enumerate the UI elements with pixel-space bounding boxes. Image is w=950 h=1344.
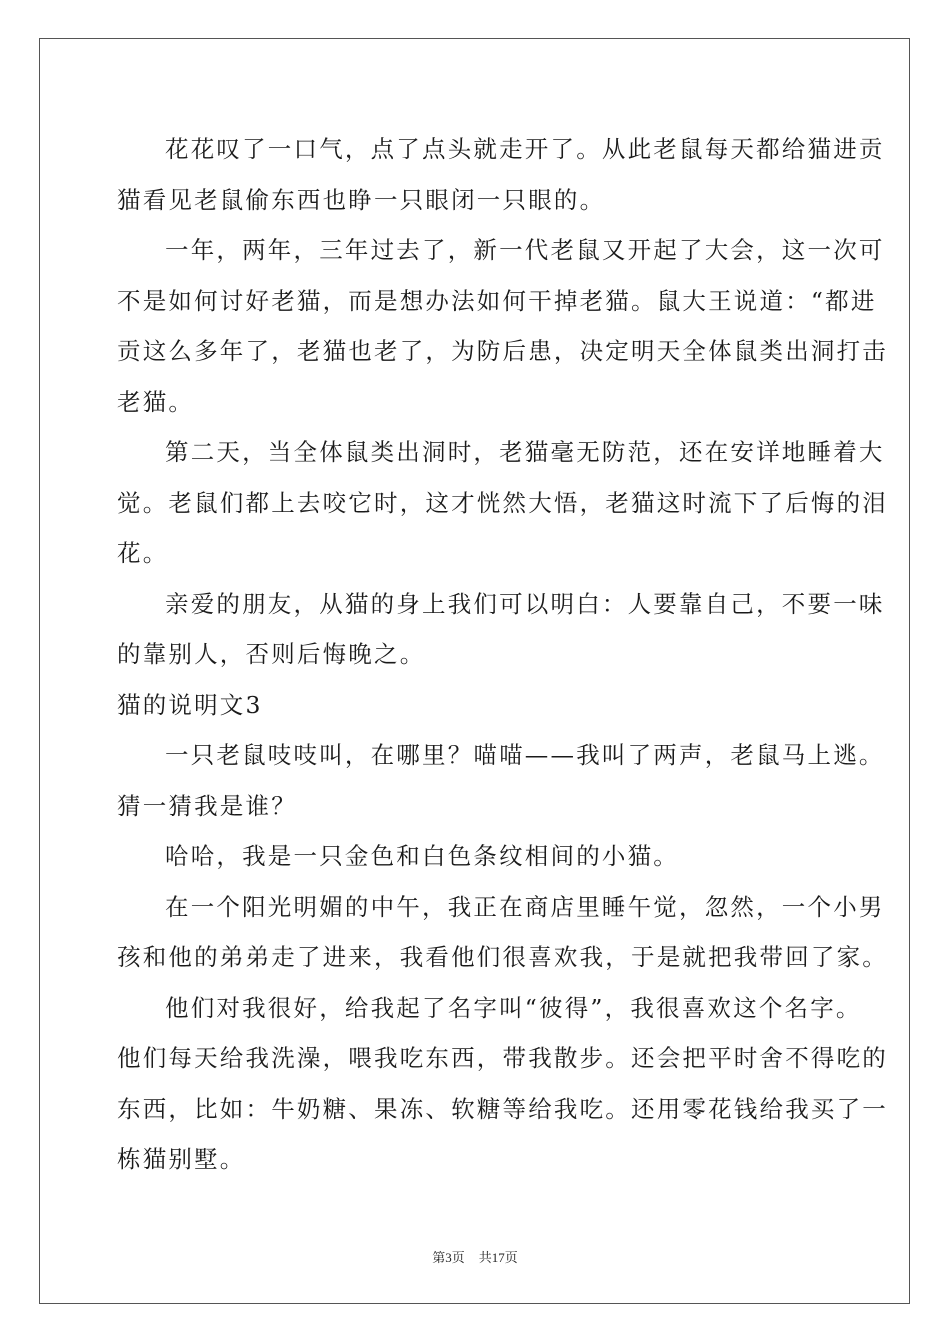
text-line: 第二天，当全体鼠类出洞时，老猫毫无防范，还在安详地睡着大	[165, 438, 885, 466]
text-line: 猫看见老鼠偷东西也睁一只眼闭一只眼的。	[117, 185, 606, 214]
text-line: 觉。老鼠们都上去咬它时，这才恍然大悟，老猫这时流下了后悔的泪	[117, 488, 888, 517]
text-line: 老猫。	[117, 387, 195, 416]
text-line: 哈哈，我是一只金色和白色条纹相间的小猫。	[165, 842, 679, 870]
text-line: 一只老鼠吱吱叫，在哪里？喵喵——我叫了两声，老鼠马上逃。	[165, 741, 885, 769]
text-line: 猜一猜我是谁？	[117, 791, 297, 820]
text-line: 贡这么多年了，老猫也老了，为防后患，决定明天全体鼠类出洞打击	[117, 337, 888, 365]
text-line: 在一个阳光明媚的中午，我正在商店里睡午觉，忽然，一个小男	[165, 892, 885, 921]
page-footer	[0, 1247, 950, 1266]
total-pages-label: 共17页	[478, 1250, 518, 1265]
text-line: 他们对我很好，给我起了名字叫“彼得”，我很喜欢这个名字。	[165, 993, 862, 1022]
text-line: 东西，比如：牛奶糖、果冻、软糖等给我吃。还用零花钱给我买了一	[117, 1094, 888, 1123]
text-line: 花花叹了一口气，点了点头就走开了。从此老鼠每天都给猫进贡	[165, 135, 885, 163]
text-line: 的靠别人，否则后悔晚之。	[117, 640, 426, 668]
text-line: 他们每天给我洗澡，喂我吃东西，带我散步。还会把平时舍不得吃的	[117, 1044, 888, 1072]
text-line: 花。	[117, 539, 169, 567]
text-line: 亲爱的朋友，从猫的身上我们可以明白：人要靠自己，不要一味	[165, 589, 885, 618]
current-page-label: 第3页	[432, 1250, 465, 1265]
section-heading: 猫的说明文3	[117, 690, 263, 719]
text-line: 不是如何讨好老猫，而是想办法如何干掉老猫。鼠大王说道：“都进	[117, 286, 877, 315]
text-line: 栋猫别墅。	[117, 1145, 246, 1173]
text-line: 一年，两年，三年过去了，新一代老鼠又开起了大会，这一次可	[165, 236, 885, 264]
text-line: 孩和他的弟弟走了进来，我看他们很喜欢我，于是就把我带回了家。	[117, 943, 888, 971]
document-body	[117, 128, 888, 1189]
